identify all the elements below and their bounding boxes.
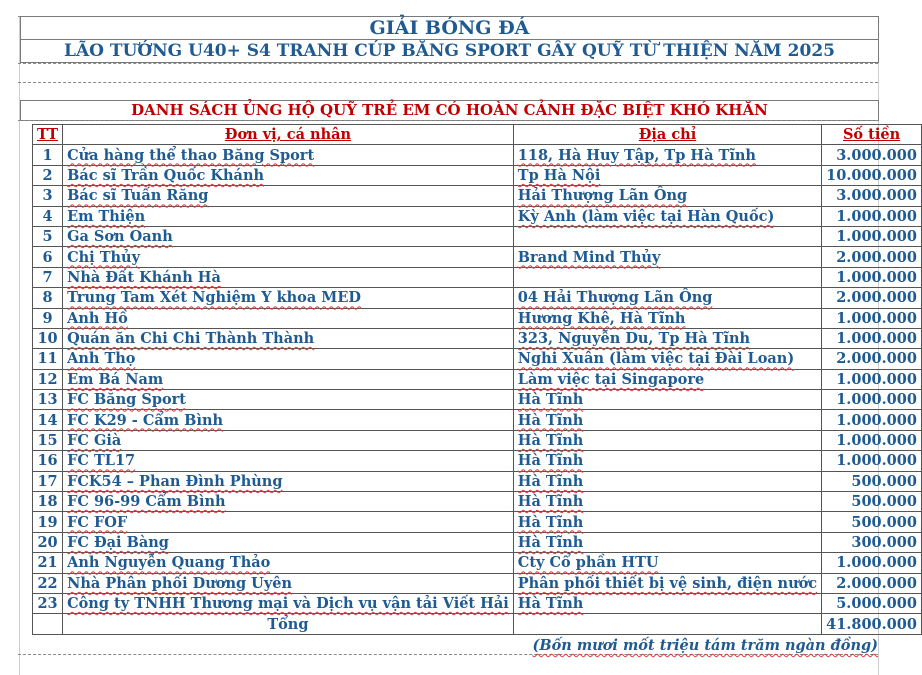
donor-name-cell <box>63 532 514 552</box>
donor-name: FC Già <box>67 432 122 450</box>
donor-name: Cửa hàng thể thao Băng Sport <box>67 146 315 164</box>
row-number: 4 <box>42 207 53 225</box>
table-row <box>33 369 922 389</box>
table-row <box>33 288 922 308</box>
donation-amount-cell <box>822 328 922 348</box>
donation-amount-cell <box>822 206 922 226</box>
table-row <box>33 165 922 185</box>
row-number-cell <box>33 247 63 267</box>
donor-name-cell <box>63 145 514 165</box>
donation-amount-cell <box>822 349 922 369</box>
donor-name-cell <box>63 165 514 185</box>
donor-address: Hà Tĩnh <box>517 472 584 490</box>
row-number-cell <box>33 308 63 328</box>
donation-amount: 2.000.000 <box>836 289 917 307</box>
donation-amount-cell <box>822 145 922 165</box>
row-number: 19 <box>37 513 58 531</box>
donation-amount: 1.000.000 <box>836 432 917 450</box>
donation-amount-cell <box>822 288 922 308</box>
donor-address: 323, Nguyễn Du, Tp Hà Tĩnh <box>517 330 751 348</box>
row-number: 2 <box>42 166 53 184</box>
row-number: 23 <box>37 595 58 613</box>
donation-amount: 500.000 <box>851 513 917 531</box>
table-row <box>33 410 922 430</box>
donor-name-cell <box>63 492 514 512</box>
row-number-cell <box>33 451 63 471</box>
donation-amount: 1.000.000 <box>836 452 917 470</box>
donation-amount-cell <box>822 553 922 573</box>
row-number-cell <box>33 267 63 287</box>
table-header-row <box>33 125 922 145</box>
column-header-amount: Số tiền <box>822 125 922 145</box>
donation-amount: 1.000.000 <box>836 228 917 246</box>
donor-name: Chị Thủy <box>67 248 141 266</box>
row-number: 22 <box>37 574 58 592</box>
donor-name: FC K29 - Cẩm Bình <box>67 411 224 429</box>
donation-amount: 2.000.000 <box>836 248 917 266</box>
donor-name: Ga Sơn Oanh <box>67 228 173 246</box>
donor-address-cell <box>513 308 821 328</box>
donation-amount: 1.000.000 <box>836 268 917 286</box>
table-row <box>33 328 922 348</box>
row-number: 12 <box>37 370 58 388</box>
table-row <box>33 349 922 369</box>
donor-name-cell <box>63 369 514 389</box>
table-row <box>33 206 922 226</box>
donation-amount-cell <box>822 390 922 410</box>
row-number-cell <box>33 553 63 573</box>
row-number-cell <box>33 390 63 410</box>
donation-amount-cell <box>822 532 922 552</box>
table-row <box>33 226 922 246</box>
document-page <box>18 16 917 675</box>
donation-amount-cell <box>822 492 922 512</box>
donor-name: FC 96-99 Cẩm Bình <box>67 493 226 511</box>
donor-address-cell <box>513 390 821 410</box>
total-spacer <box>33 614 63 634</box>
row-number: 9 <box>42 309 53 327</box>
donor-address-cell <box>513 247 821 267</box>
dashed-divider <box>18 654 878 655</box>
total-spacer <box>513 614 821 634</box>
donor-name: Em Bá Nam <box>67 370 164 388</box>
table-row <box>33 308 922 328</box>
table-row <box>33 593 922 613</box>
donor-address-cell <box>513 288 821 308</box>
table-row <box>33 145 922 165</box>
row-number-cell <box>33 206 63 226</box>
donor-name: Quán ăn Chi Chi Thành Thành <box>67 330 315 348</box>
donor-name-cell <box>63 410 514 430</box>
donor-address-cell <box>513 267 821 287</box>
donor-address: Làm việc tại Singapore <box>517 370 705 388</box>
table-row <box>33 390 922 410</box>
row-number-cell <box>33 492 63 512</box>
donation-amount: 1.000.000 <box>836 330 917 348</box>
donor-address-cell <box>513 593 821 613</box>
donor-name-cell <box>63 390 514 410</box>
dashed-divider <box>18 120 878 121</box>
row-number: 8 <box>42 289 53 307</box>
row-number: 5 <box>42 228 53 246</box>
donor-name-cell <box>63 267 514 287</box>
row-number: 17 <box>37 472 58 490</box>
donor-address-cell <box>513 145 821 165</box>
table-row <box>33 553 922 573</box>
donor-address: Phân phối thiết bị vệ sinh, điện nước <box>517 574 818 592</box>
donation-amount-cell <box>822 471 922 491</box>
donor-name: Nhà Đất Khánh Hà <box>67 268 221 286</box>
donation-amount: 1.000.000 <box>836 411 917 429</box>
donation-amount: 1.000.000 <box>836 554 917 572</box>
donor-address-cell <box>513 492 821 512</box>
donation-amount-cell <box>822 247 922 267</box>
donor-name: FC TL17 <box>67 452 136 470</box>
donor-address-cell <box>513 369 821 389</box>
donor-address: Hà Tĩnh <box>517 411 584 429</box>
dashed-divider <box>18 82 878 83</box>
donation-amount: 3.000.000 <box>836 187 917 205</box>
donor-address-cell <box>513 349 821 369</box>
donation-amount: 500.000 <box>851 493 917 511</box>
donor-name: Bác sĩ Tuấn Răng <box>67 187 209 205</box>
donor-name-cell <box>63 573 514 593</box>
donor-name: FCK54 – Phan Đình Phùng <box>67 472 283 490</box>
dashed-divider <box>18 63 878 64</box>
table-row <box>33 532 922 552</box>
donor-address: Kỳ Anh (làm việc tại Hàn Quốc) <box>517 207 775 225</box>
row-number: 13 <box>37 391 58 409</box>
donor-name: Em Thiện <box>67 207 146 225</box>
donation-amount: 1.000.000 <box>836 309 917 327</box>
donor-address: 04 Hải Thượng Lãn Ông <box>517 289 713 307</box>
row-number: 18 <box>37 493 58 511</box>
donor-address: Hà Tĩnh <box>517 595 584 613</box>
column-header-address: Địa chỉ <box>513 125 821 145</box>
donor-address: Hải Thượng Lãn Ông <box>517 187 688 205</box>
donor-address-cell <box>513 165 821 185</box>
donor-address: Hà Tĩnh <box>517 432 584 450</box>
donor-name-cell <box>63 512 514 532</box>
donation-table <box>32 124 922 635</box>
donor-name-cell <box>63 288 514 308</box>
column-header-tt: TT <box>33 125 63 145</box>
donor-address: Hương Khê, Hà Tĩnh <box>517 309 686 327</box>
row-number-cell <box>33 349 63 369</box>
donor-address-cell <box>513 573 821 593</box>
total-in-words: (Bốn mươi mốt triệu tám trăm ngàn đồng) <box>532 637 878 654</box>
donation-amount-cell <box>822 451 922 471</box>
donation-amount-cell <box>822 410 922 430</box>
donor-address-cell <box>513 512 821 532</box>
donor-name-cell <box>63 186 514 206</box>
donor-name-cell <box>63 308 514 328</box>
donor-address: Hà Tĩnh <box>517 534 584 551</box>
donation-amount: 2.000.000 <box>836 574 917 592</box>
donor-name-cell <box>63 349 514 369</box>
donation-amount-cell <box>822 308 922 328</box>
donor-address-cell <box>513 553 821 573</box>
donor-name-cell <box>63 247 514 267</box>
row-number-cell <box>33 593 63 613</box>
donation-amount: 3.000.000 <box>836 146 917 164</box>
row-number-cell <box>33 226 63 246</box>
donation-amount-cell <box>822 573 922 593</box>
donation-amount-cell <box>822 430 922 450</box>
donation-amount-cell <box>822 186 922 206</box>
donor-name-cell <box>63 471 514 491</box>
donor-address: Hà Tĩnh <box>517 493 584 511</box>
table-row <box>33 430 922 450</box>
row-number: 20 <box>37 534 58 551</box>
donation-amount: 10.000.000 <box>826 166 917 184</box>
donor-address-cell <box>513 532 821 552</box>
page-title: GIẢI BÓNG ĐÁ <box>20 16 879 40</box>
donor-address-cell <box>513 226 821 246</box>
total-amount: 41.800.000 <box>822 614 922 634</box>
donation-amount: 5.000.000 <box>836 595 917 613</box>
table-row <box>33 247 922 267</box>
list-title: DANH SÁCH ỦNG HỘ QUỸ TRẺ EM CÓ HOÀN CẢNH ĐẶC BIỆT KHÓ KHĂN <box>20 100 879 121</box>
donation-amount-cell <box>822 267 922 287</box>
row-number: 6 <box>42 248 53 266</box>
donor-address: Brand Mind Thủy <box>517 248 661 266</box>
donor-name: FC Băng Sport <box>67 391 186 409</box>
row-number-cell <box>33 512 63 532</box>
table-row <box>33 492 922 512</box>
donor-address: Nghi Xuân (làm việc tại Đài Loan) <box>517 350 795 368</box>
donor-address: Hà Tĩnh <box>517 513 584 531</box>
row-number: 16 <box>37 452 58 470</box>
donation-amount-cell <box>822 165 922 185</box>
row-number: 11 <box>37 350 58 368</box>
total-label: Tổng <box>63 614 514 634</box>
donor-address: Hà Tĩnh <box>517 391 584 409</box>
row-number: 14 <box>37 411 58 429</box>
row-number-cell <box>33 573 63 593</box>
row-number: 1 <box>42 146 53 164</box>
row-number-cell <box>33 532 63 552</box>
donor-name: Anh Nguyễn Quang Thảo <box>67 554 271 572</box>
donor-name: Anh Thọ <box>67 350 136 368</box>
row-number-cell <box>33 430 63 450</box>
row-number: 3 <box>42 187 53 205</box>
row-number-cell <box>33 288 63 308</box>
page-subtitle: LÃO TƯỚNG U40+ S4 TRANH CÚP BĂNG SPORT GÂY QUỸ TỪ THIỆN NĂM 2025 <box>20 39 879 63</box>
column-header-name: Đơn vị, cá nhân <box>63 125 514 145</box>
row-number-cell <box>33 471 63 491</box>
donor-name: Bác sĩ Trần Quốc Khánh <box>67 166 265 184</box>
donor-address-cell <box>513 206 821 226</box>
donor-address-cell <box>513 471 821 491</box>
donor-name-cell <box>63 593 514 613</box>
donor-address-cell <box>513 410 821 430</box>
donor-name-cell <box>63 328 514 348</box>
row-number-cell <box>33 410 63 430</box>
donor-name-cell <box>63 553 514 573</box>
total-row <box>33 614 922 634</box>
donation-amount: 300.000 <box>851 534 917 551</box>
table-row <box>33 267 922 287</box>
donor-address: 118, Hà Huy Tập, Tp Hà Tĩnh <box>517 146 756 164</box>
donor-name: Anh Hồ <box>67 309 128 327</box>
donor-address: Tp Hà Nội <box>517 166 601 184</box>
row-number: 7 <box>42 268 53 286</box>
donor-address: Cty Cổ phần HTU <box>517 554 659 572</box>
table-row <box>33 512 922 532</box>
row-number: 10 <box>37 330 58 348</box>
donor-name-cell <box>63 206 514 226</box>
donation-amount: 1.000.000 <box>836 207 917 225</box>
donation-amount-cell <box>822 593 922 613</box>
donation-amount-cell <box>822 226 922 246</box>
donor-name: Trung Tam Xét Nghiệm Y khoa MED <box>67 289 361 307</box>
table-row <box>33 186 922 206</box>
donor-name-cell <box>63 451 514 471</box>
donation-amount-cell <box>822 369 922 389</box>
donor-address-cell <box>513 186 821 206</box>
row-number: 21 <box>37 554 58 572</box>
row-number-cell <box>33 328 63 348</box>
donor-address: Hà Tĩnh <box>517 452 584 470</box>
donor-address-cell <box>513 451 821 471</box>
donor-name-cell <box>63 226 514 246</box>
row-number-cell <box>33 186 63 206</box>
table-row <box>33 451 922 471</box>
donor-name: Công ty TNHH Thương mại và Dịch vụ vận tải Viết Hải <box>67 595 509 613</box>
donor-name: FC FOF <box>67 513 128 531</box>
row-number-cell <box>33 145 63 165</box>
table-row <box>33 471 922 491</box>
donor-name-cell <box>63 430 514 450</box>
donation-amount: 1.000.000 <box>836 391 917 409</box>
donor-name: FC Đại Bàng <box>67 534 169 551</box>
donation-amount: 1.000.000 <box>836 370 917 388</box>
row-number-cell <box>33 369 63 389</box>
donation-amount: 500.000 <box>851 472 917 490</box>
row-number-cell <box>33 165 63 185</box>
donor-address-cell <box>513 430 821 450</box>
donation-amount-cell <box>822 512 922 532</box>
donor-address-cell <box>513 328 821 348</box>
row-number: 15 <box>37 432 58 450</box>
donor-name: Nhà Phân phối Dương Uyên <box>67 574 293 592</box>
donation-amount: 2.000.000 <box>836 350 917 368</box>
table-row <box>33 573 922 593</box>
